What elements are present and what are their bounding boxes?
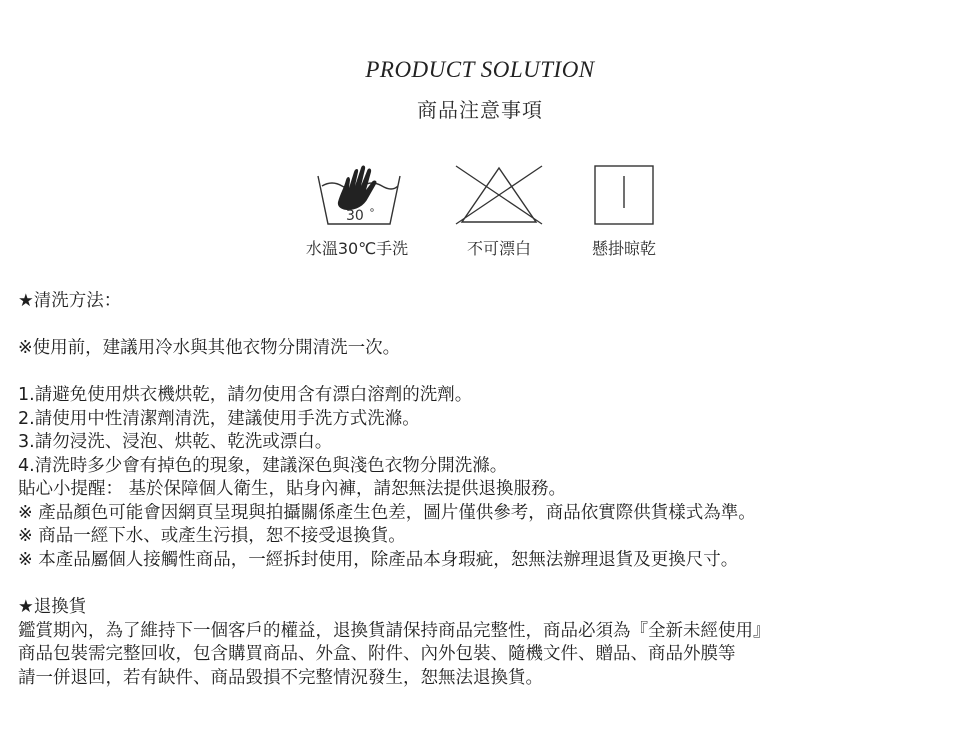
care-step: 2.請使用中性清潔劑清洗，建議使用手洗方式洗滌。 (18, 408, 420, 429)
returns-heading: ★退換貨 (18, 597, 87, 617)
notice-line: ※ 商品一經下水、或產生污損，恕不接受退換貨。 (18, 526, 406, 546)
returns-line: 商品包裝需完整回收，包含購買商品、外盒、附件、內外包裝、隨機文件、贈品、商品外膜等 (18, 644, 736, 664)
hand-wash-label: 水溫30℃手洗 (305, 239, 409, 258)
hang-dry-icon (593, 164, 655, 226)
care-instructions (18, 290, 948, 690)
pre-use-note: ※使用前，建議用冷水與其他衣物分開清洗一次。 (18, 338, 401, 358)
hang-dry-label: 懸掛晾乾 (591, 239, 656, 258)
page-header (0, 56, 960, 123)
care-heading: ★清洗方法： (18, 291, 122, 311)
wash-temp-label: 30 (346, 208, 364, 224)
page-title: 商品注意事項 (417, 98, 543, 122)
care-step: 1.請避免使用烘衣機烘乾，請勿使用含有漂白溶劑的洗劑。 (18, 385, 473, 405)
care-step: 4.清洗時多少會有掉色的現象，建議深色與淺色衣物分開洗滌。 (18, 455, 508, 476)
care-step: 3.請勿浸洗、浸泡、烘乾、乾洗或漂白。 (18, 432, 333, 452)
returns-line: 鑑賞期內，為了維持下一個客戶的權益，退換貨請保持商品完整性，商品必須為『全新未經使用』 (18, 620, 771, 641)
notice-line: ※ 產品顏色可能會因網頁呈現與拍攝關係產生色差，圖片僅供參考，商品依實際供貨樣式為準。 (18, 502, 756, 523)
returns-line: 請一併退回，若有缺件、商品毀損不完整情況發生，恕無法退換貨。 (18, 667, 543, 688)
hand-wash-30-icon (316, 160, 402, 228)
eyebrow-title: PRODUCT SOLUTION (365, 57, 595, 82)
reminder-line: 貼心小提醒： 基於保障個人衛生，貼身內褲，請恕無法提供退換服務。 (18, 479, 567, 499)
no-bleach-label: 不可漂白 (466, 239, 531, 258)
notice-line: ※ 本產品屬個人接觸性商品，一經拆封使用，除產品本身瑕疵，恕無法辦理退貨及更換尺寸。 (18, 549, 739, 570)
no-bleach-icon (454, 164, 544, 226)
